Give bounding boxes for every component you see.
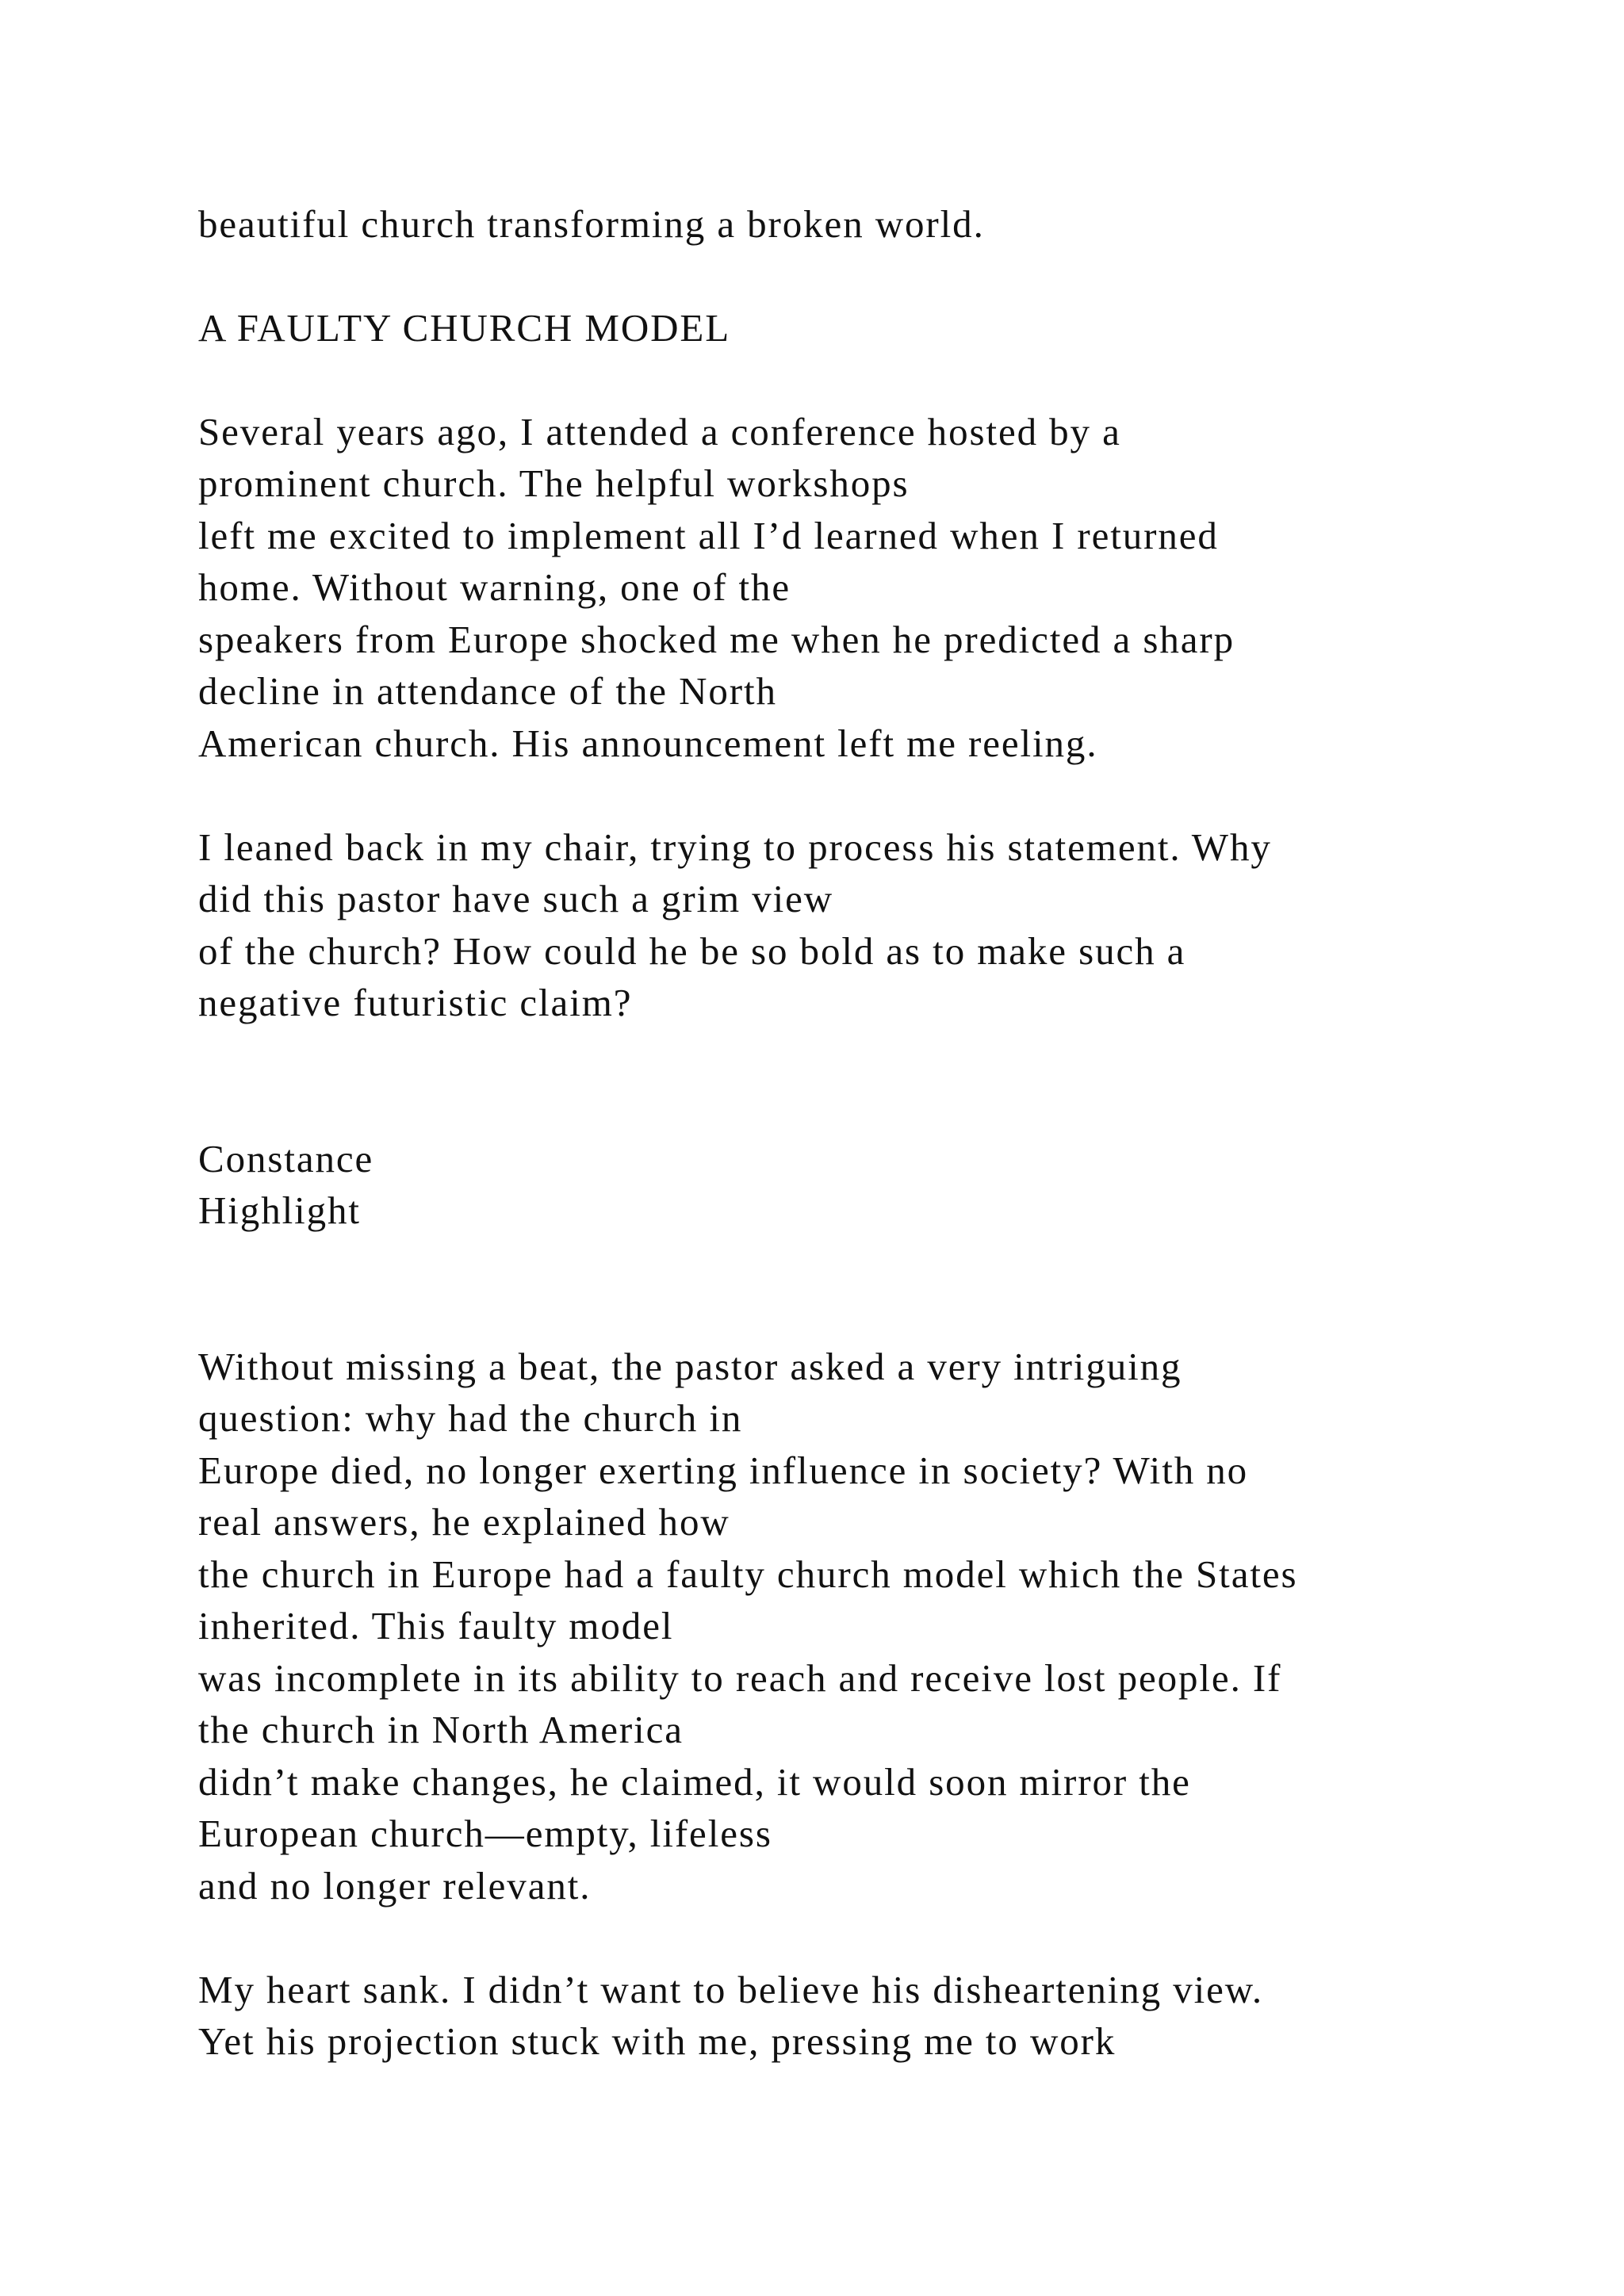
annotation-type: Highlight	[198, 1188, 361, 1232]
section-heading: A FAULTY CHURCH MODEL	[198, 306, 731, 350]
text-line: left me excited to implement all I’d learned when I returned	[198, 514, 1219, 557]
text-line: prominent church. The helpful workshops	[198, 461, 910, 505]
text-line: the church in North America	[198, 1708, 684, 1751]
text-line: of the church? How could he be so bold as to make such a	[198, 929, 1186, 973]
text-line: home. Without warning, one of the	[198, 565, 791, 609]
text-line: real answers, he explained how	[198, 1500, 730, 1544]
annotation-author: Constance	[198, 1137, 374, 1181]
text-line: negative futuristic claim?	[198, 981, 633, 1024]
text-line: speakers from Europe shocked me when he predicted a sharp	[198, 618, 1235, 661]
text-line: American church. His announcement left me reeling.	[198, 721, 1098, 765]
text-line: did this pastor have such a grim view	[198, 877, 834, 920]
text-line: Several years ago, I attended a conference hosted by a	[198, 410, 1121, 453]
text-line: Without missing a beat, the pastor asked a very intriguing	[198, 1345, 1182, 1388]
text-line: the church in Europe had a faulty church model which the States	[198, 1552, 1298, 1596]
text-line: I leaned back in my chair, trying to process his statement. Why	[198, 825, 1272, 869]
text-line: inherited. This faulty model	[198, 1604, 674, 1647]
text-line: Europe died, no longer exerting influence in society? With no	[198, 1448, 1249, 1492]
text-line: My heart sank. I didn’t want to believe his disheartening view.	[198, 1968, 1264, 2011]
text-line: beautiful church transforming a broken world.	[198, 202, 985, 246]
text-line: decline in attendance of the North	[198, 669, 777, 713]
text-line: and no longer relevant.	[198, 1864, 592, 1908]
text-line: question: why had the church in	[198, 1396, 743, 1440]
text-line: European church—empty, lifeless	[198, 1812, 772, 1855]
text-line: was incomplete in its ability to reach and receive lost people. If	[198, 1656, 1282, 1700]
text-line: Yet his projection stuck with me, pressing me to work	[198, 2019, 1116, 2063]
text-line: didn’t make changes, he claimed, it would soon mirror the	[198, 1760, 1191, 1804]
